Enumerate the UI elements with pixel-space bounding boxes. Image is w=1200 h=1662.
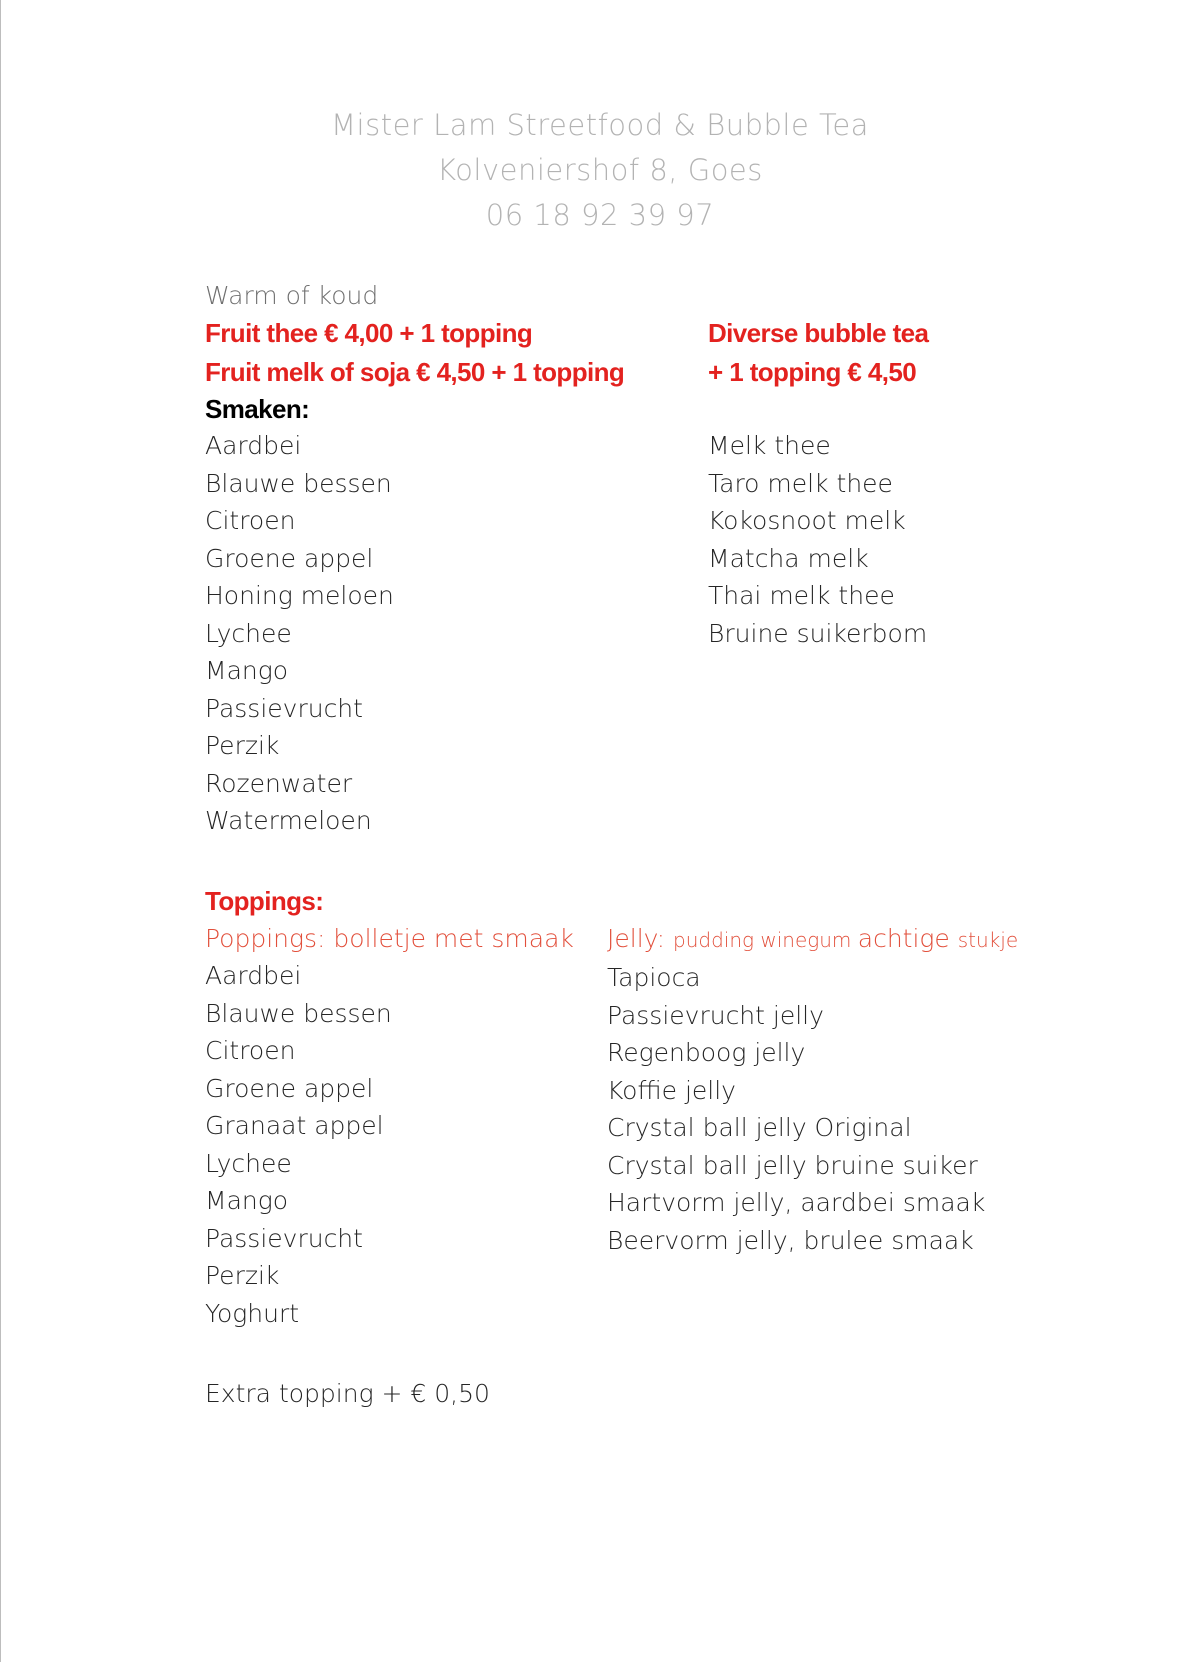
bubble-tea-title: Diverse bubble tea bbox=[708, 318, 929, 348]
bubble-tea-item: Kokosnoot melk bbox=[708, 506, 906, 535]
jelly-heading bbox=[607, 920, 1167, 959]
popping-item: Granaat appel bbox=[205, 1111, 384, 1140]
flavor-item: Perzik bbox=[205, 731, 280, 760]
flavor-item: Lychee bbox=[205, 618, 292, 648]
flavor-item: Blauwe bessen bbox=[205, 468, 392, 498]
flavor-item: Citroen bbox=[205, 506, 296, 535]
popping-item: Citroen bbox=[205, 1036, 296, 1065]
jelly-item: Crystal ball jelly Original bbox=[607, 1113, 912, 1142]
extra-topping-price: Extra topping + € 0,50 bbox=[205, 1379, 490, 1408]
jelly-item: Koffie jelly bbox=[607, 1075, 736, 1105]
jelly-item: Beervorm jelly, brulee smaak bbox=[607, 1225, 974, 1255]
bubble-tea-item: Taro melk thee bbox=[708, 468, 893, 498]
bubble-tea-item: Melk thee bbox=[708, 431, 831, 460]
jelly-label: Jelly: bbox=[607, 924, 673, 953]
fruit-milk-price: Fruit melk of soja € 4,50 + 1 topping bbox=[205, 357, 625, 387]
jelly-description-a: pudding winegum bbox=[673, 928, 858, 952]
popping-item: Groene appel bbox=[205, 1073, 374, 1103]
flavor-item: Watermeloen bbox=[205, 806, 372, 835]
poppings-heading: Poppings: bolletje met smaak bbox=[205, 924, 574, 953]
flavor-item: Rozenwater bbox=[205, 768, 353, 798]
jelly-description-b: achtige bbox=[857, 924, 958, 953]
flavor-item: Aardbei bbox=[205, 431, 302, 460]
flavor-list bbox=[205, 427, 685, 840]
bubble-tea-item: Matcha melk bbox=[708, 543, 869, 573]
bubble-spacer bbox=[708, 392, 1108, 427]
popping-item: Lychee bbox=[205, 1148, 292, 1178]
poppings-section bbox=[205, 920, 595, 1332]
poppings-list bbox=[205, 957, 595, 1332]
restaurant-address: Kolveniershof 8, Goes bbox=[437, 153, 763, 187]
jelly-item: Passievrucht jelly bbox=[607, 1000, 824, 1030]
toppings-heading-block bbox=[205, 882, 323, 921]
popping-item: Mango bbox=[205, 1186, 289, 1215]
extra-topping-block bbox=[205, 1375, 490, 1413]
popping-item: Perzik bbox=[205, 1261, 280, 1290]
fruit-tea-section bbox=[205, 278, 685, 840]
jelly-item: Hartvorm jelly, aardbei smaak bbox=[607, 1188, 986, 1217]
flavor-item: Passievrucht bbox=[205, 693, 363, 723]
flavor-item: Groene appel bbox=[205, 543, 374, 573]
restaurant-name: Mister Lam Streetfood & Bubble Tea bbox=[331, 108, 869, 142]
flavor-item: Mango bbox=[205, 656, 289, 685]
bubble-tea-item: Thai melk thee bbox=[708, 581, 895, 610]
jelly-section bbox=[607, 920, 1167, 1259]
bubble-tea-list bbox=[708, 427, 1108, 652]
warm-or-cold-note: Warm of koud bbox=[205, 281, 379, 310]
jelly-item: Tapioca bbox=[607, 963, 701, 992]
popping-item: Passievrucht bbox=[205, 1223, 363, 1253]
jelly-item: Regenboog jelly bbox=[607, 1038, 806, 1067]
jelly-item: Crystal ball jelly bruine suiker bbox=[607, 1150, 978, 1180]
restaurant-phone: 06 18 92 39 97 bbox=[485, 198, 715, 232]
page-left-edge bbox=[0, 0, 1, 1662]
bubble-tea-price: + 1 topping € 4,50 bbox=[708, 357, 917, 387]
popping-item: Yoghurt bbox=[205, 1298, 300, 1328]
toppings-heading: Toppings: bbox=[205, 886, 324, 916]
jelly-list bbox=[607, 959, 1167, 1259]
jelly-description-c: stukje bbox=[957, 928, 1019, 952]
popping-item: Aardbei bbox=[205, 961, 302, 990]
bubble-tea-item: Bruine suikerbom bbox=[708, 618, 928, 648]
bubble-tea-section bbox=[708, 314, 1108, 652]
flavors-heading: Smaken: bbox=[205, 394, 310, 424]
restaurant-header bbox=[0, 103, 1200, 238]
fruit-tea-price: Fruit thee € 4,00 + 1 topping bbox=[205, 318, 533, 348]
flavor-item: Honing meloen bbox=[205, 581, 394, 610]
popping-item: Blauwe bessen bbox=[205, 998, 392, 1028]
